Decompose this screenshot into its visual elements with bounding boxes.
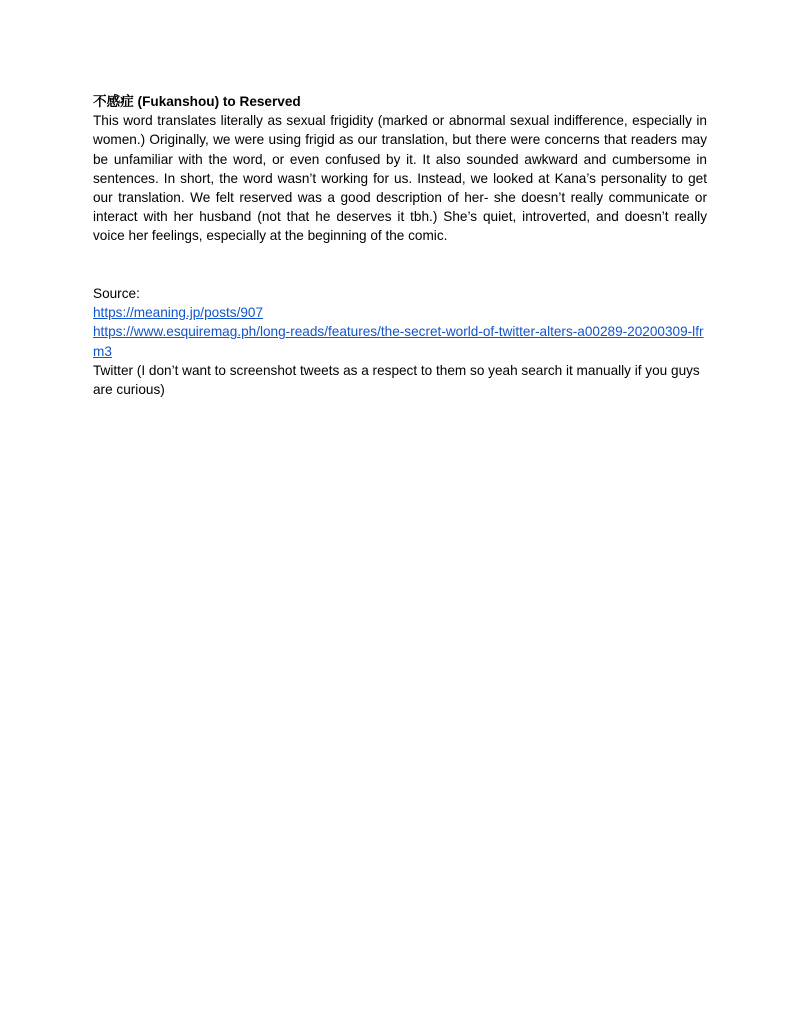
section-heading: 不感症 (Fukanshou) to Reserved [93, 94, 301, 109]
source-link-esquiremag[interactable]: https://www.esquiremag.ph/long-reads/features/the-secret-world-of-twitter-alters-a00289-20200309-lfrm3 [93, 324, 704, 359]
document-content [93, 92, 707, 399]
source-section [93, 284, 707, 399]
source-link-meaning-jp[interactable]: https://meaning.jp/posts/907 [93, 305, 264, 321]
source-label: Source: [93, 286, 140, 302]
body-paragraph: This word translates literally as sexual frigidity (marked or abnormal sexual indifference, especially in women.) Originally, we were using frigid as our translation, but there were concerns that readers may be unfamiliar with the word, or even confused by it. It also sounded awkward and cumbersome in sentences. In short, the word wasn’t working for us. Instead, we looked at Kana’s personality to get our translation. We felt reserved was a good description of her- she doesn’t really communicate or interact with her husband (not that he deserves it tbh.) She’s quiet, introverted, and doesn’t really voice her feelings, especially at the beginning of the comic. [93, 113, 707, 244]
twitter-note: Twitter (I don’t want to screenshot tweets as a respect to them so yeah search it manually if you guys are curious) [93, 362, 700, 398]
